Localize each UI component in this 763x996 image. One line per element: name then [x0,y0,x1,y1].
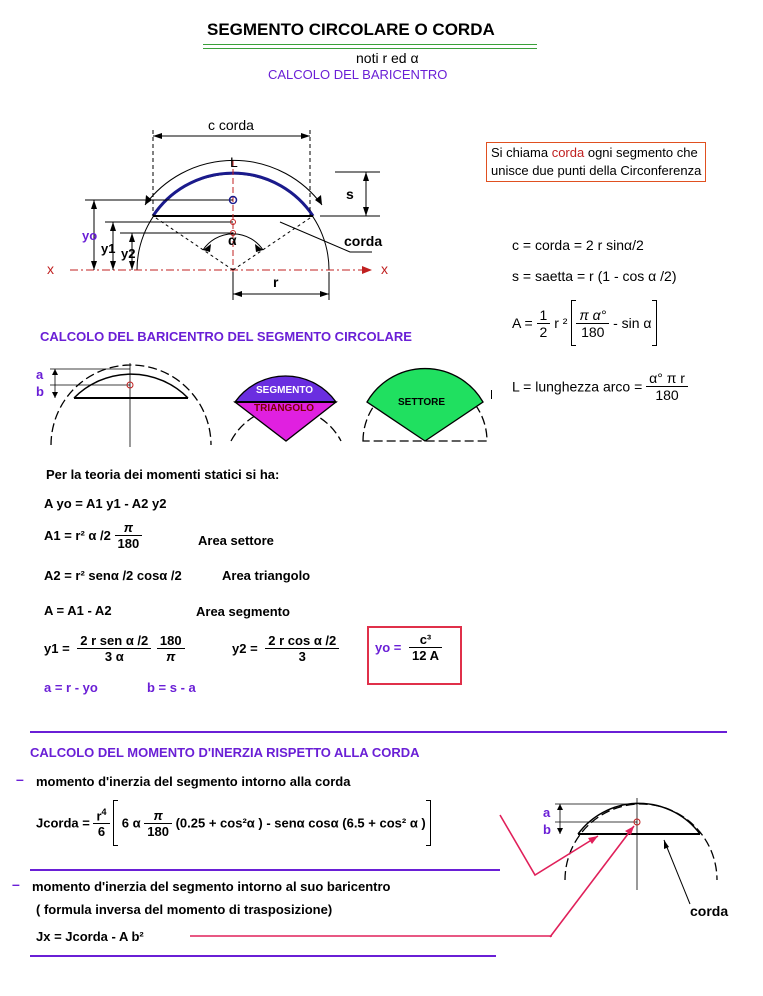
A-inner-frac: $\frac{\text{π α°}}{180}$ [576,307,609,340]
y2-frac: $\frac{\text{2 r cos α /2}}{3}$ [265,633,339,664]
note-line1-pre: Si chiama [491,145,552,160]
small-b-label: b [36,384,44,399]
y1-conv-frac: $\frac{180}{\pi}$ [157,633,185,664]
small-segment-diagram [30,355,220,450]
small-a-label: a [36,367,44,382]
a1-frac: $\frac{\pi}{180}$ [115,520,143,551]
inertia-dash-1: – [16,771,24,787]
y1-frac: $\frac{\text{2 r sen α /2}}{3 \alpha}$ [77,633,151,664]
section-baricentro: CALCOLO DEL BARICENTRO [268,67,448,82]
A-half: $\frac{1}{2}$ [537,307,551,340]
y1-label: y1 [101,241,116,256]
jcorda-r4-frac: $\frac{r^4}{6}$ [93,807,109,839]
L-frac: $\frac{\text{α° π r}}{180}$ [646,370,688,403]
L-label: L [230,154,238,170]
c-corda-label: c corda [208,117,254,133]
title-underline [203,44,537,49]
corda-note [486,142,706,182]
a2-desc: Area triangolo [222,568,311,583]
L-lhs: L = lunghezza arco = [512,378,643,395]
jx-pointer-line [190,930,560,942]
corda-label: corda [344,233,383,249]
A-r2: r ² [554,315,568,331]
formula-yo: yo = $\frac{\text{c³}}{12 A}$ [375,632,442,663]
subtitle: noti r ed α [356,50,419,66]
theory-intro: Per la teoria dei momenti statici si ha: [46,467,280,482]
formula-L [512,370,688,403]
inertia-title: CALCOLO DEL MOMENTO D'INERZIA RISPETTO ALLA CORDA [30,745,420,760]
x-axis-left: x [47,261,54,277]
settore-label: SETTORE [398,397,446,408]
section-baricentro-segmento: CALCOLO DEL BARICENTRO DEL SEGMENTO CIRCOLARE [40,329,412,344]
b-definition: b = s - a [147,680,196,695]
note-line1-post: ogni segmento che [584,145,698,160]
formula-y1: y1 = $\frac{\text{2 r sen α /2}}{3 \alpha}$ $\frac{180}{\pi}$ [44,633,185,664]
formula-a: A = A1 - A2 [44,603,112,618]
segmento-label: SEGMENTO [256,385,314,396]
alpha-label: α [228,232,237,248]
a1-desc: Area settore [198,533,274,548]
a-desc: Area segmento [196,604,290,619]
jcorda-pi-frac: $\frac{\pi}{180}$ [144,808,172,839]
s-label: s [346,186,354,202]
y2-label: y2 [121,246,136,261]
inertia-mid-rule [30,869,500,871]
note-line1-highlight: corda [551,145,585,160]
formula-s: s = saetta = r (1 - cos α /2) [512,268,677,284]
formula-ayo: A yo = A1 y1 - A2 y2 [44,496,167,511]
A-sin: - sin α [613,315,652,331]
inertia-corda-label: corda [690,903,729,919]
formula-c: c = corda = 2 r sinα/2 [512,237,644,253]
triangolo-label: TRIANGOLO [254,403,314,414]
a-definition: a = r - yo [44,680,98,695]
inertia-sub2: momento d'inerzia del segmento intorno al suo baricentro [32,879,391,894]
inertia-sub1: momento d'inerzia del segmento intorno alla corda [36,774,351,789]
inertia-b-label: b [543,822,551,837]
A-lhs: A = [512,315,533,331]
inertia-sub2b: ( formula inversa del momento di trasposizione) [36,902,333,917]
formula-a2: A2 = r² senα /2 cosα /2 [44,568,182,583]
r-label: r [273,274,279,290]
page-title: SEGMENTO CIRCOLARE O CORDA [207,20,495,39]
inertia-bottom-rule [30,955,496,957]
formula-jx: Jx = Jcorda - A b² [36,929,144,944]
formula-a1: A1 = r² α /2 $\frac{\pi}{180}$ [44,520,142,551]
inertia-top-rule [30,731,727,733]
note-line2: unisce due punti della Circonferenza [491,163,702,178]
inertia-a-label: a [543,805,551,820]
formula-y2: y2 = $\frac{\text{2 r cos α /2}}{3}$ [232,633,339,664]
inertia-dash-2: – [12,876,20,892]
x-axis-right: x [381,261,388,277]
yo-label: yo [82,228,98,243]
formula-A [512,300,657,346]
yo-frac: $\frac{\text{c³}}{12 A}$ [409,632,442,663]
formula-jcorda: Jcorda = $\frac{r^4}{6}$ 6 α $\frac{\pi}{180}$ (0.25 + cos²α ) - senα cosα (6.5 + cos² α ) [36,800,431,846]
